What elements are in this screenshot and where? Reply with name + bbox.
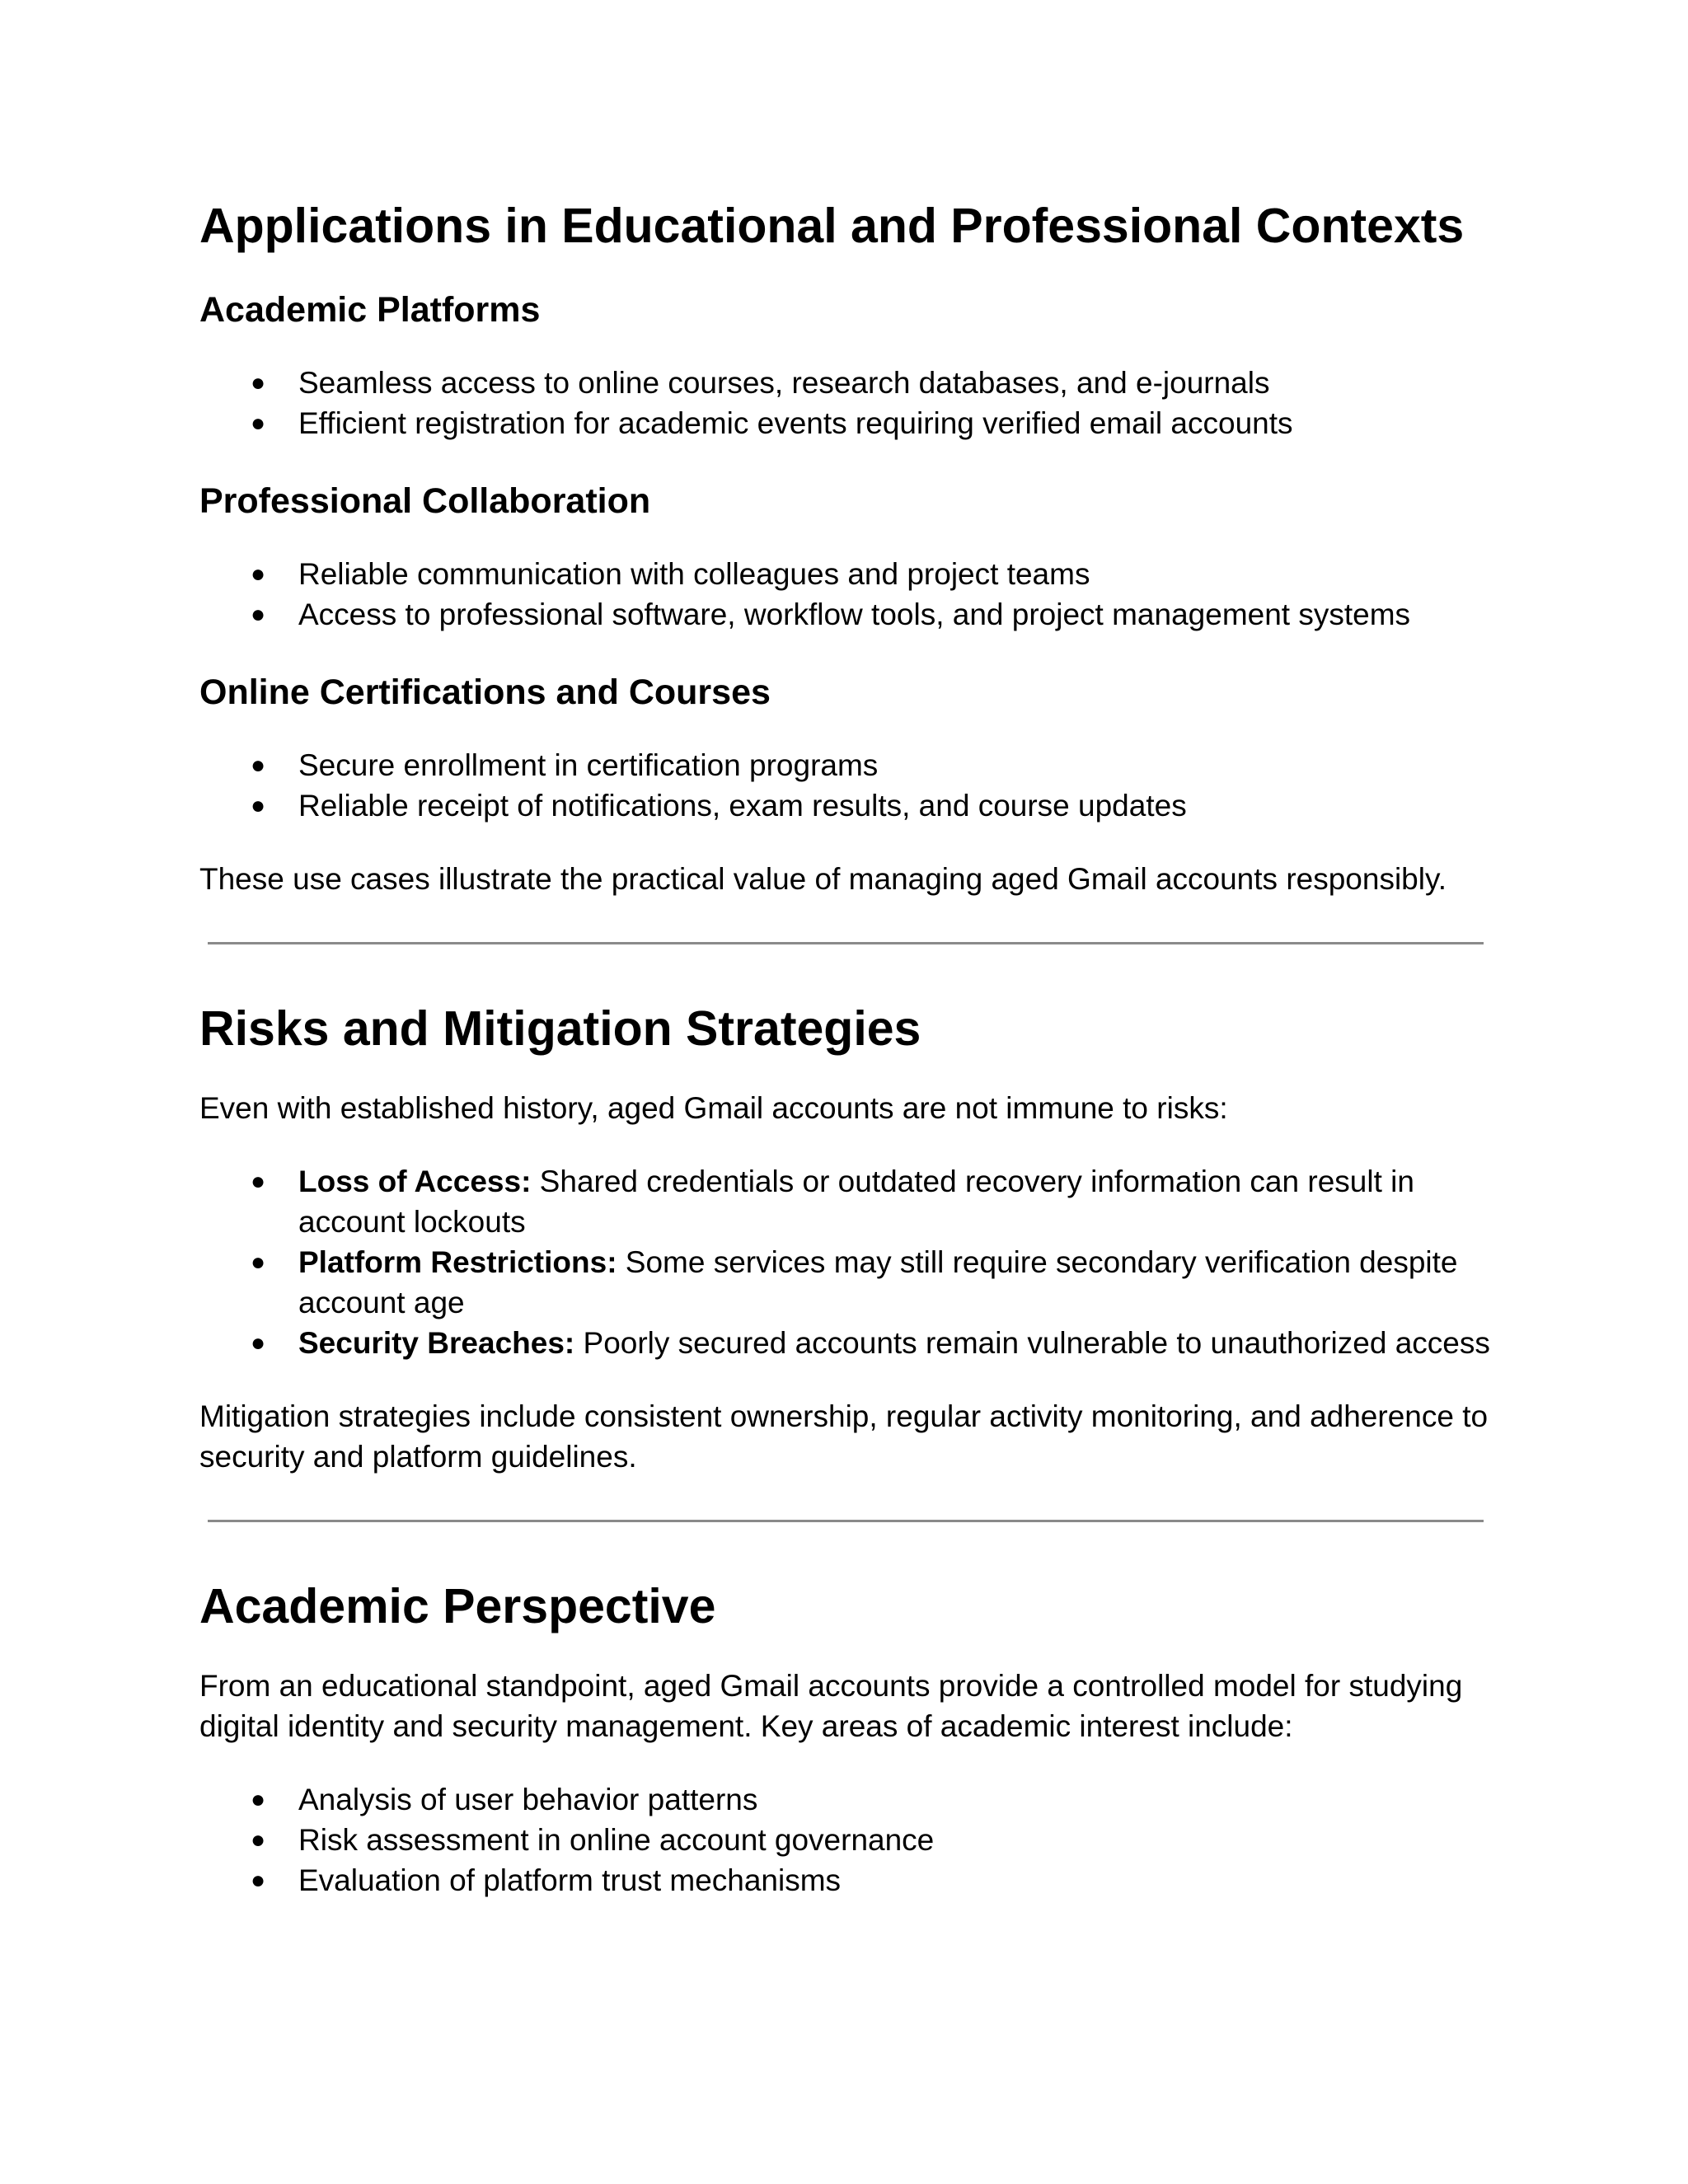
bullet-icon: ● xyxy=(251,752,266,779)
online-certifications-list xyxy=(199,745,1502,826)
list-item: ● Security Breaches: Poorly secured accounts remain vulnerable to unauthorized access xyxy=(199,1323,1502,1363)
bullet-icon: ● xyxy=(251,1786,266,1813)
bullet-icon: ● xyxy=(251,410,266,437)
applications-closing-paragraph: These use cases illustrate the practical value of managing aged Gmail accounts responsibly. xyxy=(199,862,1447,896)
section-title-academic-perspective: Academic Perspective xyxy=(199,1579,716,1633)
list-item: ● Reliable receipt of notifications, exam results, and course updates xyxy=(199,785,1502,826)
academic-platforms-list xyxy=(199,363,1502,443)
bullet-icon: ● xyxy=(251,601,266,628)
bullet-icon: ● xyxy=(251,1168,266,1195)
list-item: ● Access to professional software, workflow tools, and project management systems xyxy=(199,594,1502,635)
list-item: ● Secure enrollment in certification programs xyxy=(199,745,1502,785)
list-item: ● Risk assessment in online account governance xyxy=(199,1820,1502,1860)
list-item: ● Loss of Access: Shared credentials or outdated recovery information can result in account lockouts xyxy=(199,1161,1502,1242)
list-item: ● Evaluation of platform trust mechanisms xyxy=(199,1860,1502,1900)
bullet-icon: ● xyxy=(251,369,266,396)
list-item: ● Efficient registration for academic events requiring verified email accounts xyxy=(199,403,1502,443)
section-divider xyxy=(208,1520,1484,1522)
list-item: ● Analysis of user behavior patterns xyxy=(199,1779,1502,1820)
bullet-icon: ● xyxy=(251,560,266,588)
academic-interest-list xyxy=(199,1779,1502,1900)
subheading-professional-collaboration: Professional Collaboration xyxy=(199,481,651,521)
risks-intro-paragraph: Even with established history, aged Gmail accounts are not immune to risks: xyxy=(199,1091,1228,1125)
document-content xyxy=(199,194,1502,1900)
list-item: ● Reliable communication with colleagues and project teams xyxy=(199,554,1502,594)
section-divider xyxy=(208,942,1484,944)
professional-collaboration-list xyxy=(199,554,1502,635)
list-item: ● Seamless access to online courses, research databases, and e-journals xyxy=(199,363,1502,403)
section-title-risks: Risks and Mitigation Strategies xyxy=(199,1001,921,1056)
bullet-icon: ● xyxy=(251,792,266,819)
list-item: ● Platform Restrictions: Some services may still require secondary verification despite account age xyxy=(199,1242,1502,1323)
academic-intro-paragraph: From an educational standpoint, aged Gmail accounts provide a controlled model for studying digital identity and security management. Key areas of academic interest include: xyxy=(199,1669,1463,1743)
section-title-applications: Applications in Educational and Professional Contexts xyxy=(199,199,1465,253)
risks-closing-paragraph: Mitigation strategies include consistent ownership, regular activity monitoring, and adherence to security and platform guidelines. xyxy=(199,1399,1489,1474)
bullet-icon: ● xyxy=(251,1249,266,1276)
bullet-icon: ● xyxy=(251,1329,266,1357)
subheading-online-certifications: Online Certifications and Courses xyxy=(199,673,771,712)
bullet-icon: ● xyxy=(251,1826,266,1854)
risks-list xyxy=(199,1161,1502,1363)
bullet-icon: ● xyxy=(251,1867,266,1894)
subheading-academic-platforms: Academic Platforms xyxy=(199,290,541,330)
